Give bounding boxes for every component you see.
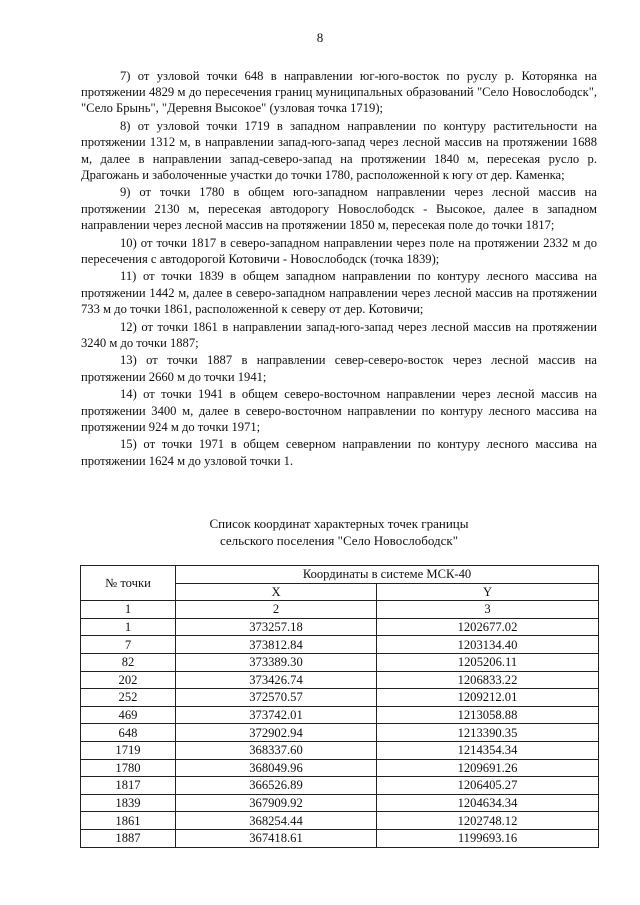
y-coordinate-cell: 1213390.35 — [377, 724, 599, 742]
paragraph-11: 11) от точки 1839 в общем западном направлении по контуру лесного массива на протяжении 1442 м, далее в северо-западном направлении через лесной массив на протяжении 733 м до точки 1861, расположенной к северу от дер. Котовичи; — [81, 269, 597, 316]
header-y: Y — [377, 583, 599, 601]
column-number: 3 — [377, 601, 599, 619]
y-coordinate-cell: 1202748.12 — [377, 812, 599, 830]
point-number-cell: 202 — [81, 671, 176, 689]
paragraph-15: 15) от точки 1971 в общем северном направлении по контуру лесного массива на протяжении 1624 м до узловой точки 1. — [81, 437, 597, 468]
x-coordinate-cell: 373257.18 — [176, 618, 377, 636]
x-coordinate-cell: 373812.84 — [176, 636, 377, 654]
x-coordinate-cell: 367418.61 — [176, 829, 377, 847]
table-row — [81, 706, 599, 724]
y-coordinate-cell: 1199693.16 — [377, 829, 599, 847]
x-coordinate-cell: 372902.94 — [176, 724, 377, 742]
page-number: 8 — [316, 30, 324, 45]
point-number-cell: 1719 — [81, 741, 176, 759]
x-coordinate-cell: 372570.57 — [176, 689, 377, 707]
table-row — [81, 671, 599, 689]
table-row — [81, 794, 599, 812]
table-row — [81, 829, 599, 847]
column-number: 2 — [176, 601, 377, 619]
point-number-cell: 1887 — [81, 829, 176, 847]
table-row — [81, 812, 599, 830]
point-number-cell: 648 — [81, 724, 176, 742]
y-coordinate-cell: 1204634.34 — [377, 794, 599, 812]
table-row — [81, 618, 599, 636]
y-coordinate-cell: 1206833.22 — [377, 671, 599, 689]
table-caption — [81, 515, 597, 549]
y-coordinate-cell: 1203134.40 — [377, 636, 599, 654]
paragraph-13: 13) от точки 1887 в направлении север-северо-восток через лесной массив на протяжении 2660 м до точки 1941; — [81, 353, 597, 384]
y-coordinate-cell: 1205206.11 — [377, 653, 599, 671]
point-number-cell: 82 — [81, 653, 176, 671]
paragraph-10: 10) от точки 1817 в северо-западном направлении через поле на протяжении 2332 м до пересечения с автодорогой Котовичи - Новослободск (точка 1839); — [81, 235, 597, 266]
y-coordinate-cell: 1213058.88 — [377, 706, 599, 724]
caption-line-2: сельского поселения "Село Новослободск" — [219, 533, 459, 548]
paragraph-9: 9) от точки 1780 в общем юго-западном направлении через лесной массив на протяжении 2130 м, пересекая автодорогу Новослободск - Высокое, далее в западном направлении через лесной массив на протяжении 1850 м, пересекая поле до точки 1817; — [81, 185, 597, 232]
x-coordinate-cell: 373742.01 — [176, 706, 377, 724]
table-row — [81, 689, 599, 707]
point-number-cell: 469 — [81, 706, 176, 724]
x-coordinate-cell: 368337.60 — [176, 741, 377, 759]
x-coordinate-cell: 368254.44 — [176, 812, 377, 830]
coordinates-table — [80, 565, 599, 848]
table-header-row — [81, 566, 599, 584]
y-coordinate-cell: 1202677.02 — [377, 618, 599, 636]
header-coordinate-system: Координаты в системе МСК-40 — [176, 566, 599, 584]
x-coordinate-cell: 368049.96 — [176, 759, 377, 777]
paragraph-8: 8) от узловой точки 1719 в западном направлении по контуру растительности на протяжении 1312 м, в направлении запад-юго-запад через лесной массив на протяжении 1688 м, далее в направлении запад-северо-запад на протяжении 1840 м, пересекая русло р. Драгожань и заболоченные участки до точки 1780, расположенной к югу от дер. Каменка; — [81, 119, 597, 182]
x-coordinate-cell: 373426.74 — [176, 671, 377, 689]
x-coordinate-cell: 367909.92 — [176, 794, 377, 812]
y-coordinate-cell: 1214354.34 — [377, 741, 599, 759]
column-number-row — [81, 601, 599, 619]
table-row — [81, 741, 599, 759]
header-point-number: № точки — [81, 566, 176, 601]
column-number: 1 — [81, 601, 176, 619]
point-number-cell: 1780 — [81, 759, 176, 777]
table-row — [81, 636, 599, 654]
table-row — [81, 724, 599, 742]
boundary-description — [81, 68, 597, 470]
x-coordinate-cell: 373389.30 — [176, 653, 377, 671]
table-row — [81, 653, 599, 671]
table-row — [81, 759, 599, 777]
point-number-cell: 1817 — [81, 777, 176, 795]
paragraph-14: 14) от точки 1941 в общем северо-восточном направлении через лесной массив на протяжении 3400 м, далее в северо-восточном направлении по контуру лесного массива на протяжении 924 м до точки 1971; — [81, 387, 597, 434]
x-coordinate-cell: 366526.89 — [176, 777, 377, 795]
point-number-cell: 1 — [81, 618, 176, 636]
y-coordinate-cell: 1209212.01 — [377, 689, 599, 707]
point-number-cell: 252 — [81, 689, 176, 707]
point-number-cell: 1861 — [81, 812, 176, 830]
table-row — [81, 777, 599, 795]
y-coordinate-cell: 1206405.27 — [377, 777, 599, 795]
caption-line-1: Список координат характерных точек границы — [209, 516, 469, 531]
y-coordinate-cell: 1209691.26 — [377, 759, 599, 777]
header-x: X — [176, 583, 377, 601]
paragraph-12: 12) от точки 1861 в направлении запад-юго-запад через лесной массив на протяжении 3240 м до точки 1887; — [81, 319, 597, 350]
paragraph-7: 7) от узловой точки 648 в направлении юг-юго-восток по руслу р. Которянка на протяжении 4829 м до пересечения границ муниципальных образований "Село Новослободск", "Село Брынь", "Деревня Высокое" (узловая точка 1719); — [81, 69, 597, 116]
point-number-cell: 1839 — [81, 794, 176, 812]
point-number-cell: 7 — [81, 636, 176, 654]
coordinates-table-body — [81, 618, 599, 847]
